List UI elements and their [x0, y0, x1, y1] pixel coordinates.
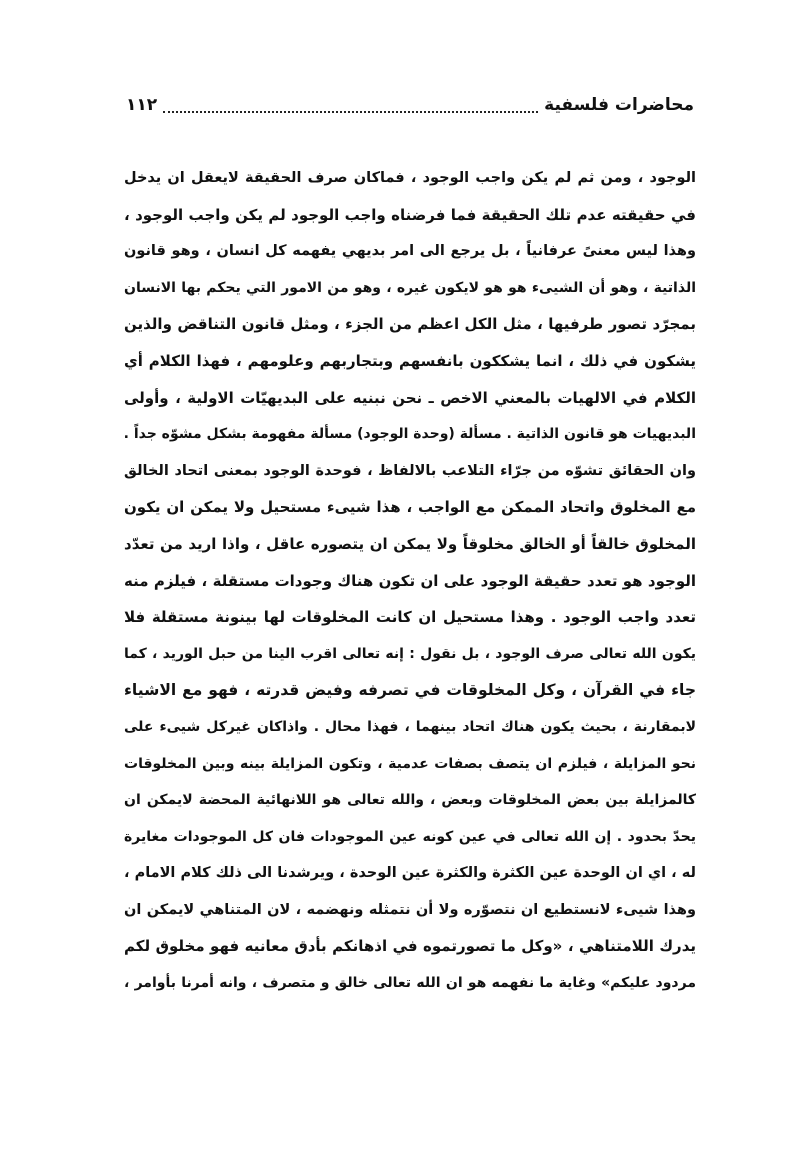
text-line: لابمقارنة ، بحيث يكون هناك اتحاد بينهما ، فهذا محال . واذاكان غيركل شيىء على	[124, 718, 696, 735]
text-line: الوجود ، ومن ثم لم يكن واجب الوجود ، فماكان صرف الحقيقة لايعقل ان يدخل	[124, 170, 696, 186]
text-line: يشكون في ذلك ، انما يشككون بانفسهم وبتجاربهم وعلومهم ، فهذا الكلام أي	[124, 351, 696, 370]
text-line: الوجود هو تعدد حقيقة الوجود على ان تكون هناك وجودات مستقلة ، فيلزم منه	[124, 571, 696, 590]
text-line: وان الحقائق تشوّه من جرّاء التلاعب بالالفاظ ، فوحدة الوجود بمعنى اتحاد الخالق	[124, 462, 696, 479]
text-line: جاء في القرآن ، وكل المخلوقات في تصرفه وفيض قدرته ، فهو مع الاشياء	[124, 681, 696, 700]
text-line: مردود عليكم» وغاية ما نفهمه هو ان الله تعالى خالق و متصرف ، وانه أمرنا بأوامر ،	[124, 975, 696, 992]
text-line: في حقيقته عدم تلك الحقيقة فما فرضناه واجب الوجود لم يكن واجب الوجود ،	[124, 205, 696, 224]
page-body-text	[124, 160, 696, 1002]
text-line: الكلام في الالهيات بالمعني الاخص ـ نحن نبنيه على البديهيّات الاولية ، وأولى	[124, 388, 696, 407]
text-line: وهذا ليس معنىً عرفانياً ، بل يرجع الى امر بديهي يفهمه كل انسان ، وهو قانون	[124, 243, 696, 260]
text-line: بمجرّد تصور طرفيها ، مثل الكل اعظم من الجزء ، ومثل قانون التناقض والذين	[124, 315, 696, 334]
text-line: الذاتية ، وهو أن الشيىء هو هو لايكون غيره ، وهو من الامور التي يحكم بها الانسان	[124, 279, 696, 296]
text-line: البديهيات هو قانون الذاتية . مسألة (وحدة الوجود) مسألة مفهومة بشكل مشوّه جداً .	[124, 426, 696, 443]
running-header	[126, 90, 694, 120]
text-line: يكون الله تعالى صرف الوجود ، بل نقول : إنه تعالى اقرب الينا من حبل الوريد ، كما	[124, 645, 696, 662]
text-line: يحدّ بحدود . إن الله تعالى في عين كونه عين الموجودات فان كل الموجودات مغايرة	[124, 828, 696, 845]
text-line: نحو المزايلة ، فيلزم ان يتصف بصفات عدمية ، وتكون المزايلة بينه وبين المخلوقات	[124, 755, 696, 772]
page-number: ١١٢	[126, 95, 158, 115]
text-line: يدرك اللامتناهي ، «وكل ما تصورتموه في اذهانكم بأدق معانيه فهو مخلوق لكم	[124, 937, 696, 956]
header-title: محاضرات فلسفية	[544, 95, 694, 115]
text-line: كالمزايلة بين بعض المخلوقات وبعض ، والله تعالى هو اللانهائية المحضة لايمكن ان	[124, 792, 696, 809]
text-line: وهذا شيىء لانستطيع ان نتصوّره ولا أن نتمثله ونهضمه ، لان المتناهي لايمكن ان	[124, 901, 696, 918]
dotted-leader	[163, 97, 538, 113]
text-line: له ، اي ان الوحدة عين الكثرة والكثرة عين الوحدة ، ويرشدنا الى ذلك كلام الامام ،	[124, 865, 696, 882]
text-line: تعدد واجب الوجود . وهذا مستحيل ان كانت المخلوقات لها بينونة مستقلة فلا	[124, 608, 696, 627]
text-line: مع المخلوق واتحاد الممكن مع الواجب ، هذا شيىء مستحيل ولا يمكن ان يكون	[124, 498, 696, 517]
text-line: المخلوق خالقاً أو الخالق مخلوقاً ولا يمكن ان يتصوره عاقل ، واذا اريد من تعدّد	[124, 534, 696, 553]
